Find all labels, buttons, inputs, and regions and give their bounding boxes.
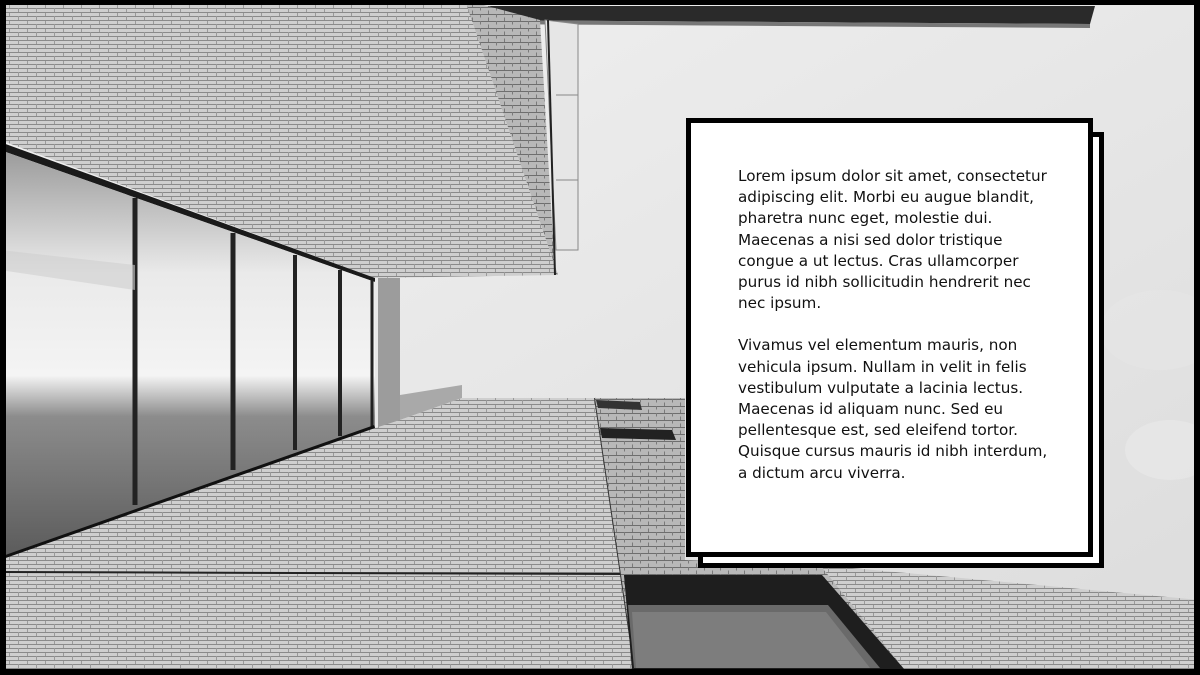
paragraph-1: Lorem ipsum dolor sit amet, consectetur adipiscing elit. Morbi eu augue blandit, pharetra nunc eget, molestie dui. Maecenas a nisi sed dolor tristique congue a ut lectus. Cras ullamcorper purus id nibh sollicitudin hendrerit nec nec ipsum.	[738, 167, 1047, 313]
paragraph-2: Vivamus vel elementum mauris, non vehicula ipsum. Nullam in velit in felis vestibulum vulputate a lacinia lectus. Maecenas id aliquam nunc. Sed eu pellentesque est, sed eleifend tortor. Quisque cursus mauris id nibh interdum, a dictum arcu viverra.	[738, 336, 1048, 482]
text-card-body	[738, 166, 1058, 505]
